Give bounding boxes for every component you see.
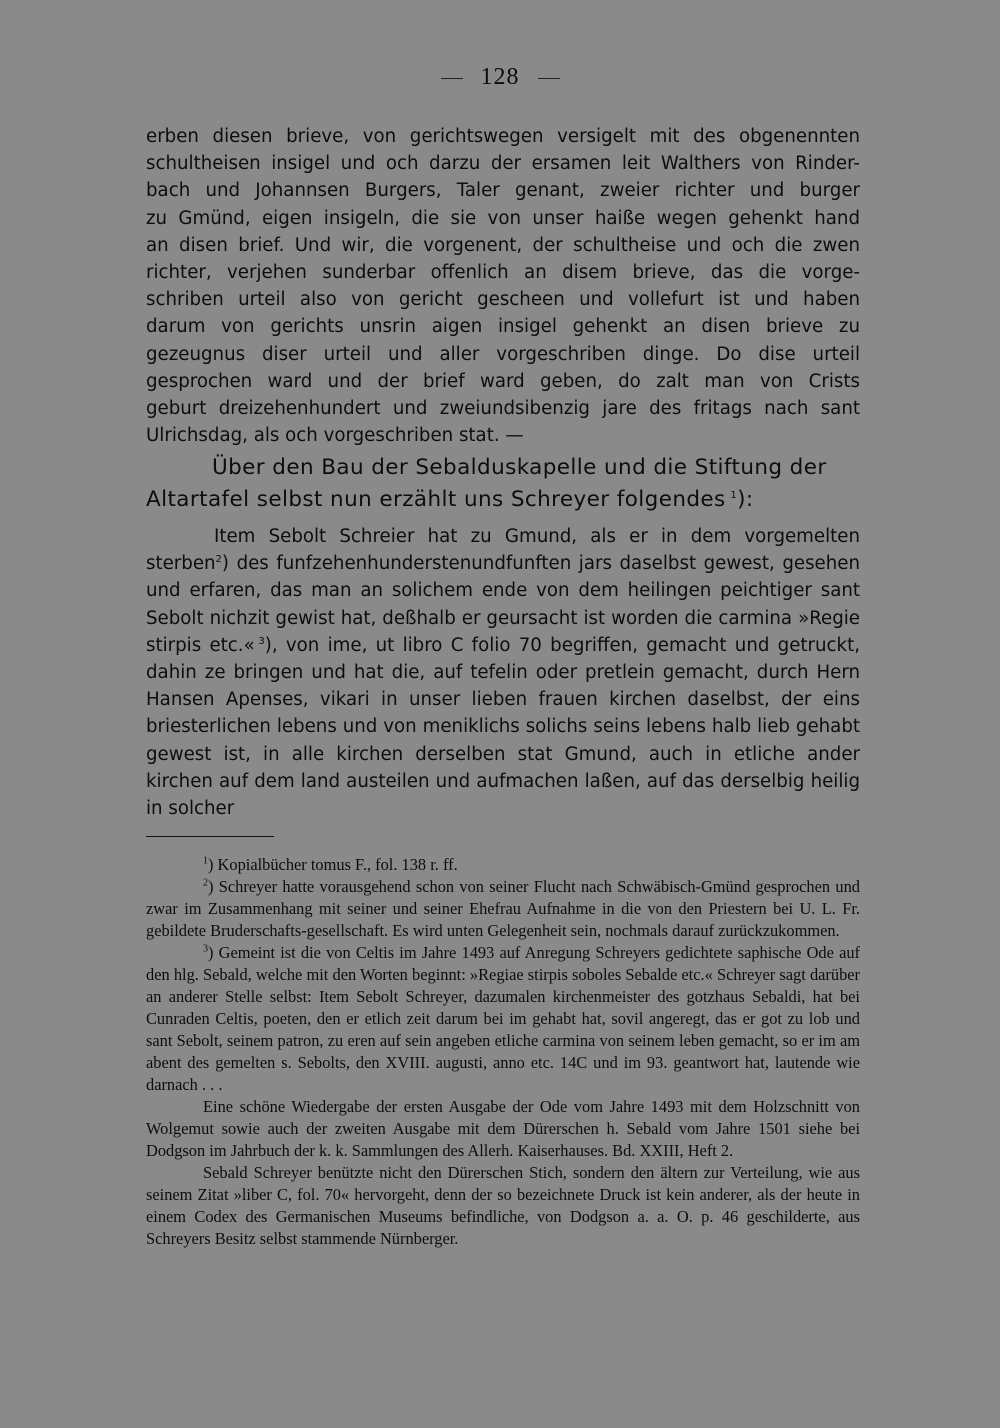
paragraph-line: bach und Johannsen Burgers, Taler genant, zweier richter und burger (146, 180, 860, 202)
footnote-3 (146, 942, 860, 1096)
paragraph-line: darum von gerichts unsrin aigen insigel gehenkt an disen brieve zu (146, 316, 860, 338)
paragraph-line: schultheisen insigel und och darzu der ersamen leit Walthers von Rinder- (146, 153, 860, 175)
paragraph-line: erben diesen brieve, von gerichtswegen versigelt mit des obgenennten (146, 126, 860, 147)
page-number: 128 (480, 64, 520, 90)
header-dash-right (538, 78, 560, 79)
quote-part-1: Item Sebolt Schreier hat zu Gmund, als er in dem vorgemelten sterben (146, 526, 860, 575)
quote-text (146, 523, 860, 822)
quote-part-3: ), von ime, ut libro C folio 70 begriffen, gemacht und getruckt, dahin ze bringen und hat die, auf tefelin oder pretlein gemacht, durch Hern Hansen Apenses, vikari in unser lieben frauen kirchen daselbst, der eins briesterlichen lebens und von meniklichs solichs seins lebens halb lieb gehabt gewest ist, in alle kirchen derselben stat Gmund, auch in etliche ander kirchen auf dem land austeilen und aufmachen laßen, auf das derselbig heilig in solcher (146, 634, 860, 820)
paragraph-line: gesprochen ward und der brief ward geben, do zalt man von Crists (146, 370, 860, 392)
paragraph-line: gezeugnus diser urteil und aller vorgeschriben dinge. Do dise urteil (146, 343, 860, 365)
footnote-2-text: ) Schreyer hatte vorausgehend schon von seiner Flucht nach Schwäbisch-Gmünd gesprochen und zwar im Zusammenhang mit seiner und seiner Ehefrau Aufnahme in die von den Priestern bei U. L. Fr. gebildete Bruderschafts-gesellschaft. Es wird unten Gelegenheit sein, nochmals darauf zurückzukommen. (146, 877, 860, 940)
footnote-3-text: ) Gemeint ist die von Celtis im Jahre 1493 auf Anregung Schreyers gedichtete saphische Ode auf den hlg. Sebald, welche mit den Worten beginnt: »Regiae stirpis soboles Sebalde etc.« Schreyer sagt darüber an anderer Stelle selbst: Item Sebolt Schreyer, dazumalen kirchenmeister des gotzhaus Sebaldi, hat bei Cunraden Celtis, poeten, den er etlich zeit darum bei im gehabt hat, sovil angeregt, das er got zu lob und sant Sebolt, seinem patron, zu eren auf sein angeben etliche carmina von seinem leben gemacht, so er im am abent des gemelten s. Sebolts, den XVIII. augusti, anno etc. 14C und im 93. geantwort hat, lautende wie darnach . . . (146, 943, 860, 1094)
footnotes (146, 854, 860, 1250)
heading-line-1: Über den Bau der Sebalduskapelle und die Stiftung der (212, 455, 827, 480)
paragraph-line: an disen brief. Und wir, die vorgenent, der schultheise und och die zwen (146, 234, 860, 256)
section-heading (146, 452, 860, 516)
footnote-1-mark: 1 (203, 855, 208, 867)
paragraph-line: richter, verjehen sunderbar offenlich an disem brieve, das die vorge- (146, 262, 860, 284)
footnote-3-continuation-2: Sebald Schreyer benützte nicht den Dürerschen Stich, sondern den ältern zur Verteilung, wie aus seinem Zitat »liber C, fol. 70« hervorgeht, denn der so bezeichnete Druck ist kein anderer, als der heute in einem Codex des Germanischen Museums befindliche, von Dodgson a. a. O. p. 46 geschilderte, aus Schreyers Besitz selbst stammende Nürnberger. (146, 1163, 860, 1248)
footnote-1 (146, 854, 860, 876)
paragraph-lines (146, 123, 860, 449)
heading-tail: ): (737, 487, 754, 512)
footnote-3-mark: 3 (203, 943, 208, 955)
paragraph-line: zu Gmünd, eigen insigeln, die sie von unser haiße wegen gehenkt hand (146, 207, 860, 229)
heading-line-2-text: Altartafel selbst nun erzählt uns Schreyer folgendes (146, 487, 726, 512)
footnote-ref-2: 2 (215, 554, 222, 566)
footnote-3-continuation-1: Eine schöne Wiedergabe der ersten Ausgabe der Ode vom Jahre 1493 mit dem Holzschnitt von Wolgemut sowie auch der zweiten Ausgabe mit dem Dürerschen h. Sebald vom Jahre 1501 siehe bei Dodgson im Jahrbuch der k. k. Sammlungen des Allerh. Kaiserhauses. Bd. XXIII, Heft 2. (146, 1097, 860, 1160)
paragraph-line: geburt dreizehenhundert und zweiundsibenzig jare des fritags nach sant (146, 398, 860, 420)
footnote-2 (146, 876, 860, 942)
footnote-2-mark: 2 (203, 877, 208, 889)
footnote-ref-1: 1 (730, 489, 738, 501)
main-paragraph (146, 123, 860, 449)
header-dash-left (441, 78, 463, 79)
quote-part-2: ) des funfzehenhunderstenundfunften jars daselbst gewest, gesehen und erfaren, das man an solichem ende von dem heilingen peichtiger sant Sebolt nichzit gewist hat, deßhalb er geursacht ist worden die carmina »Regie stirpis etc.« (146, 553, 860, 656)
footnote-separator (146, 836, 274, 837)
page-header (0, 64, 1000, 91)
heading-line-2 (146, 484, 860, 516)
footnote-ref-3: 3 (258, 635, 265, 647)
paragraph-line: Ulrichsdag, als och vorgeschriben stat. — (146, 425, 524, 447)
paragraph-line: schriben urteil also von gericht gescheen und vollefurt ist und haben (146, 289, 860, 311)
footnote-1-text: ) Kopialbücher tomus F., fol. 138 r. ff. (208, 855, 458, 874)
quote-paragraph (146, 523, 860, 822)
